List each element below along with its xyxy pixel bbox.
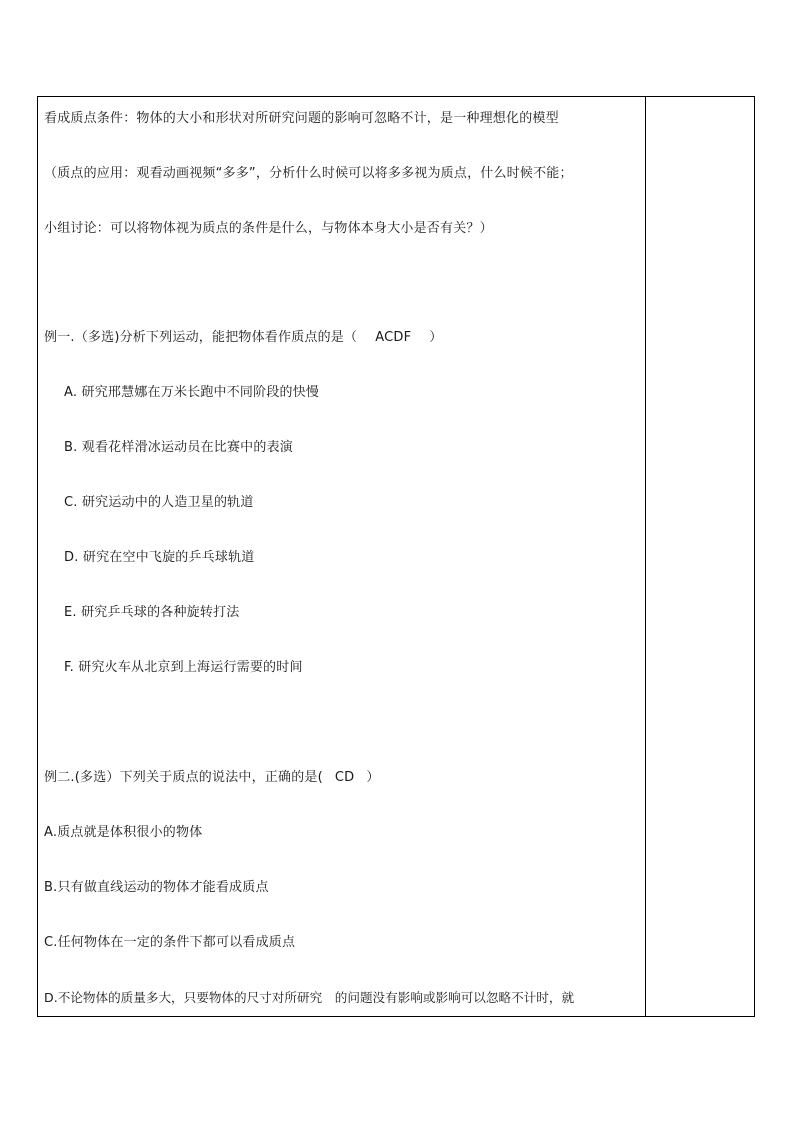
example2-option-b: B.只有做直线运动的物体才能看成质点 [44, 880, 269, 895]
example2-question [44, 769, 380, 787]
example2-stem: 例二.(多选）下列关于质点的说法中，正确的是( [44, 770, 323, 785]
example2-option-d: D.不论物体的质量多大，只要物体的尺寸对所研究 的问题没有影响或影响可以忽略不计时，就 [44, 990, 575, 1005]
example2-option-c: C.任何物体在一定的条件下都可以看成质点 [44, 935, 296, 950]
example1-option-e: E. 研究乒乓球的各种旋转打法 [64, 605, 240, 620]
example1-question [44, 329, 442, 347]
example2-option-a: A.质点就是体积很小的物体 [44, 825, 203, 840]
example2-stem-end: ） [366, 770, 380, 785]
example1-option-a: A. 研究邢慧娜在万米长跑中不同阶段的快慢 [64, 385, 320, 400]
table-column-divider [645, 96, 646, 1017]
example1-stem-end: ） [429, 330, 443, 345]
example1-option-b: B. 观看花样滑冰运动员在比赛中的表演 [64, 440, 293, 455]
particle-condition-text: 看成质点条件：物体的大小和形状对所研究问题的影响可忽略不计，是一种理想化的模型 [44, 111, 559, 126]
example1-stem: 例一.（多选)分析下列运动，能把物体看作质点的是（ [44, 330, 358, 345]
example1-option-d: D. 研究在空中飞旋的乒乓球轨道 [64, 550, 255, 565]
example2-answer: CD [334, 770, 355, 785]
example1-answer: ACDF [375, 330, 412, 345]
example1-option-c: C. 研究运动中的人造卫星的轨道 [64, 495, 254, 510]
group-discussion-text: 小组讨论：可以将物体视为质点的条件是什么，与物体本身大小是否有关？） [44, 221, 493, 236]
particle-application-text: （质点的应用：观看动画视频“多多”，分析什么时候可以将多多视为质点，什么时候不能； [44, 166, 573, 181]
example1-option-f: F. 研究火车从北京到上海运行需要的时间 [64, 660, 303, 675]
